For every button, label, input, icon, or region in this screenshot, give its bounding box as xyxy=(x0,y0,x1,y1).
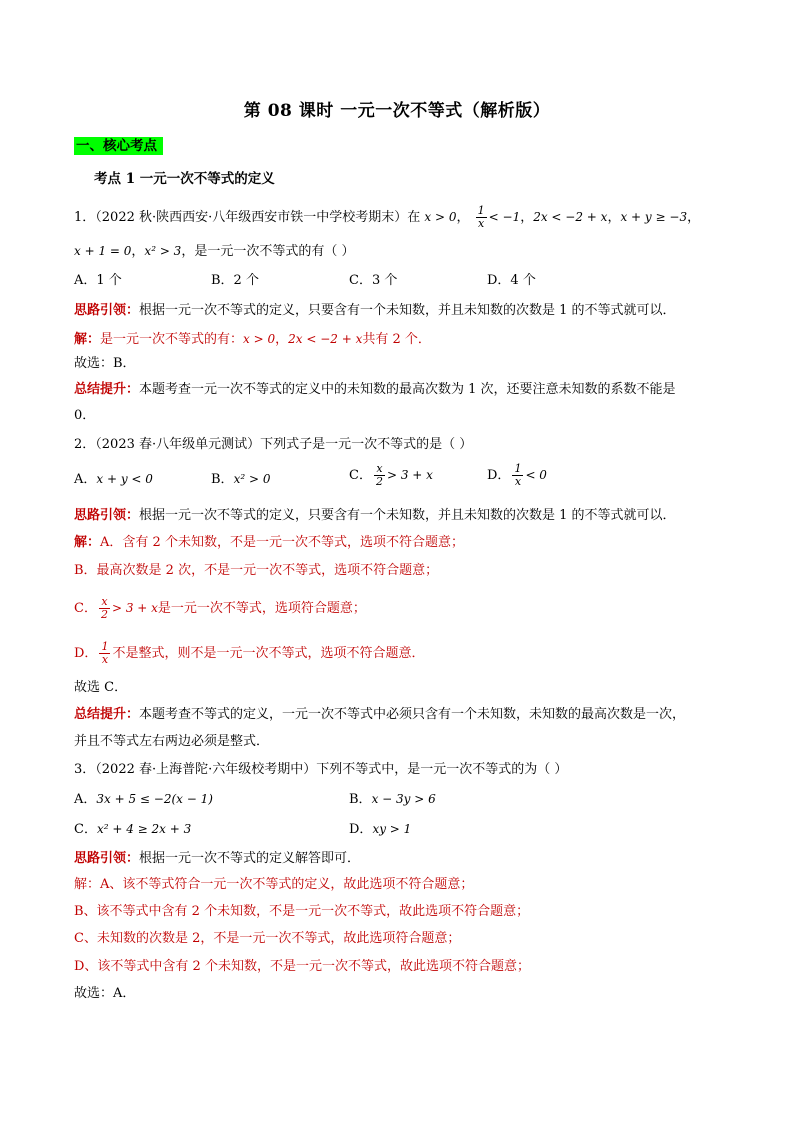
q2-option-a: A．x + y < 0 xyxy=(74,472,153,487)
topic-heading: 考点 1 一元一次不等式的定义 xyxy=(94,171,275,187)
q2-option-b: B．x² > 0 xyxy=(211,472,271,487)
q3-solution-c: C、未知数的次数是 2，不是一元一次不等式，故此选项符合题意； xyxy=(74,931,461,946)
q3-choice: 故选：A． xyxy=(74,986,136,1001)
section-heading: 一、核心考点 xyxy=(74,137,163,155)
q3-option-d: D．xy > 1 xyxy=(349,822,412,837)
q1-summary-line1: 总结提升：本题考查一元一次不等式的定义中的未知数的最高次数为 1 次，还要注意未知数的系数不能是 xyxy=(74,382,676,397)
q2-choice: 故选 C． xyxy=(74,680,128,695)
q3-solution-d: D、该不等式中含有 2 个未知数，不是一元一次不等式，故此选项不符合题意； xyxy=(74,959,530,974)
q3-option-a: A．3x + 5 ≤ −2(x − 1) xyxy=(74,792,213,807)
q2-solution-a: 解：A．含有 2 个未知数，不是一元一次不等式，选项不符合题意； xyxy=(74,535,464,550)
q3-option-b: B．x − 3y > 6 xyxy=(349,792,436,807)
q1-option-c: C．3 个 xyxy=(349,273,398,288)
q1-option-b: B．2 个 xyxy=(211,273,259,288)
q1-option-d: D．4 个 xyxy=(487,273,536,288)
q1-stem-line2: x + 1 = 0，x² > 3，是一元一次不等式的有（ ） xyxy=(74,244,355,259)
q2-summary-line1: 总结提升：本题考查不等式的定义，一元一次不等式中必须只含有一个未知数，未知数的最高次数是一次， xyxy=(74,707,686,722)
q1-stem-line1: 1．（2022 秋·陕西西安·八年级西安市铁一中学校考期末）在 x > 0， $\frac{1}{x}$ < −1，2x < −2 + x，x + y ≥ −3， xyxy=(74,204,701,230)
q3-hint: 思路引领：根据一元一次不等式的定义解答即可． xyxy=(74,851,361,866)
q2-solution-c: C． $\frac{x}{2}$ > 3 + x是一元一次不等式，选项符合题意； xyxy=(74,595,366,621)
q3-solution-a: 解：A、该不等式符合一元一次不等式的定义，故此选项不符合题意； xyxy=(74,877,474,892)
q2-hint: 思路引领：根据一元一次不等式的定义，只要含有一个未知数，并且未知数的次数是 1 的不等式就可以． xyxy=(74,508,676,523)
q2-option-c: C． $\frac{x}{2}$ > 3 + x xyxy=(349,462,433,488)
q2-stem: 2．（2023 春·八年级单元测试）下列式子是一元一次不等式的是（ ） xyxy=(74,437,473,452)
q2-option-d: D． $\frac{1}{x}$ < 0 xyxy=(487,462,547,488)
q2-solution-d: D． $\frac{1}{x}$ 不是整式，则不是一元一次不等式，选项不符合题意． xyxy=(74,640,425,666)
q1-fraction: $\frac{1}{x}$ xyxy=(477,204,485,230)
q3-solution-b: B、该不等式中含有 2 个未知数，不是一元一次不等式，故此选项不符合题意； xyxy=(74,904,530,919)
q2-summary-line2: 并且不等式左右两边必须是整式． xyxy=(74,734,270,749)
q3-option-c: C．x² + 4 ≥ 2x + 3 xyxy=(74,822,192,837)
q1-hint: 思路引领：根据一元一次不等式的定义，只要含有一个未知数，并且未知数的次数是 1 的不等式就可以． xyxy=(74,303,676,318)
q3-stem: 3．（2022 春·上海普陀·六年级校考期中）下列不等式中，是一元一次不等式的为（ ） xyxy=(74,762,568,777)
q1-choice: 故选：B． xyxy=(74,356,136,371)
q1-option-a: A．1 个 xyxy=(74,273,122,288)
q1-summary-line2: 0． xyxy=(74,408,96,423)
page-title: 第 08 课时 一元一次不等式（解析版） xyxy=(243,101,551,121)
q1-solution: 解：是一元一次不等式的有：x > 0，2x < −2 + x共有 2 个． xyxy=(74,332,431,347)
q2-solution-b: B．最高次数是 2 次，不是一元一次不等式，选项不符合题意； xyxy=(74,563,439,578)
